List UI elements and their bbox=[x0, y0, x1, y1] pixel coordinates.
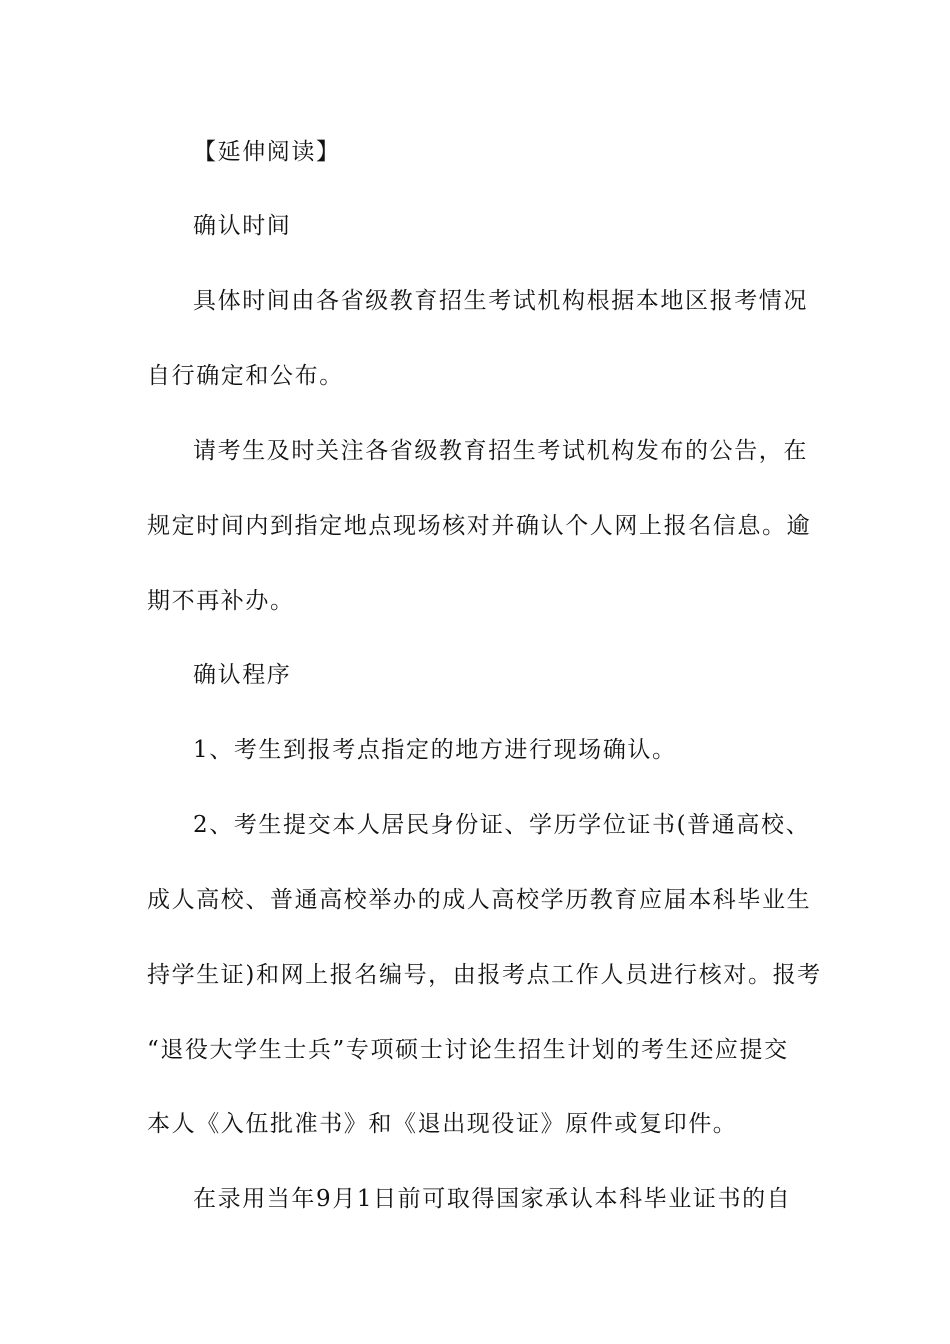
section-title-confirm-procedure: 确认程序 bbox=[193, 662, 292, 688]
paragraph-line: 具体时间由各省级教育招生考试机构根据本地区报考情况 bbox=[193, 288, 808, 314]
paragraph-line: 期不再补办。 bbox=[147, 588, 295, 614]
list-item: 2、考生提交本人居民身份证、学历学位证书(普通高校、 bbox=[193, 812, 811, 838]
paragraph-line: 持学生证)和网上报名编号，由报考点工作人员进行核对。报考 bbox=[147, 962, 822, 988]
paragraph-line: 在录用当年9月1日前可取得国家承认本科毕业证书的自 bbox=[193, 1186, 792, 1212]
paragraph-line: 本人《入伍批准书》和《退出现役证》原件或复印件。 bbox=[147, 1111, 738, 1137]
paragraph-line: 规定时间内到指定地点现场核对并确认个人网上报名信息。逾 bbox=[147, 513, 812, 539]
paragraph-line: 自行确定和公布。 bbox=[147, 363, 344, 389]
paragraph-line: “退役大学生士兵”专项硕士讨论生招生计划的考生还应提交 bbox=[147, 1037, 789, 1063]
paragraph-line: 请考生及时关注各省级教育招生考试机构发布的公告，在 bbox=[193, 438, 808, 464]
paragraph-line: 成人高校、普通高校举办的成人高校学历教育应届本科毕业生 bbox=[147, 887, 812, 913]
extended-reading-heading: 【延伸阅读】 bbox=[193, 139, 341, 165]
list-item: 1、考生到报考点指定的地方进行现场确认。 bbox=[193, 737, 677, 763]
section-title-confirm-time: 确认时间 bbox=[193, 213, 292, 239]
